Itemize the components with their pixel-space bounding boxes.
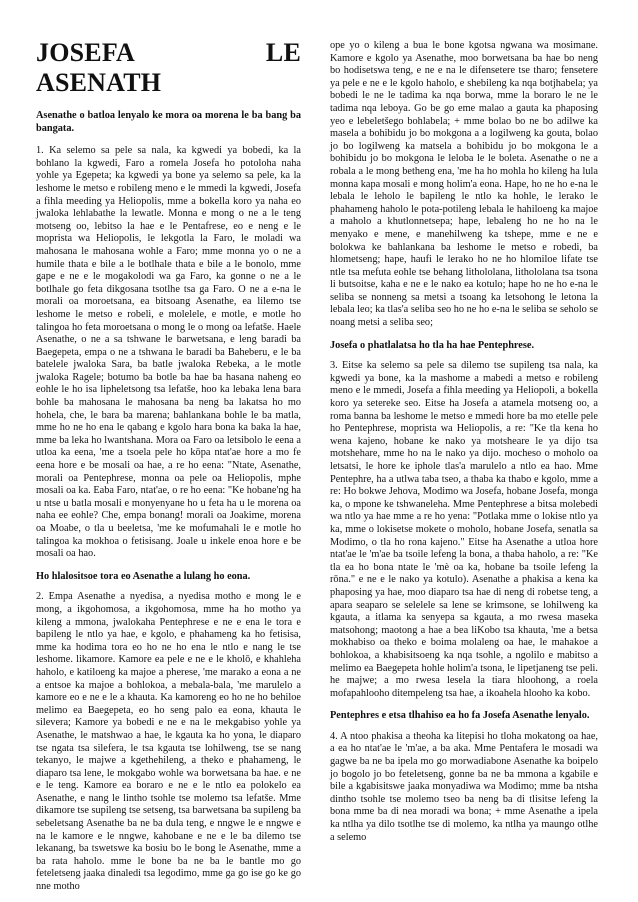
section-2-heading: Ho hlalositsoe tora eo Asenathe a lulang ho eona. <box>36 570 251 582</box>
left-column <box>36 38 301 902</box>
section-3-paragraph: 3. Eitse ka selemo sa pele sa dilemo tse supileng tsa nala, ka kgwedi ya bone, ka la mashome a mabedi a metso e robileng meno e le mmedi, Josefa a fihla meeding ya Heliopoli, a bokella koro ya setereke seo. Eitse ha Josefa a atamela motseng oo, a roma banna ba leshome le metso e mmedi hore ba mo etelle pele ho Pentephrese, moprista wa Heliopolis, a re: "Ke tla kena ho wena kajeno, hobane ke nako ya motsheare le ya dijo tsa motshehare, mme ho na le nako ya dijo. mocheso o moholo oa letsatsi, le hore ke iphole tlas'a marulelo a ntlo ea hao. Mme Pentephre, ha a utlwa taba tseo, a thaba ka thabo e kgolo, mme a re: Ho bokwe Jehova, Modimo wa Josefa, hobane Josefa, monga ka, o mpone ke tshwaneleha. Mme Pentephrese a bitsa molebedi wa ntlo ya hae mme a re ho yena: "Potlaka mme o lokise ntlo ya ka, mme o lokisetse mokete o moholo, hobane Josefa, senatla sa Modimo, o tla ho rona kajeno." Eitse ha Asenathe a utloa hore ntat'ae le 'm'ae ba tsoile lefeng la bona, a thaba haholo, a re: "Ke tla ea ho bona ntate le 'mè oa ka, hobane ba tsoile lefeng la rōna." e ne e le nako ya kotulo). Asenathe a phakisa a kena ka phaposing ya hae, moo diaparo tsa hae di neng di robetse teng, a apara seaparo se selelele sa lene se krimsone, se lohilweng ka kgauta, a itlama ka senyepa sa kgauta, a mo rwesa maseka matsohong; maotong a hae a bea liKobo tsa khauta, 'me a betsa mokhabiso oa theko e boima molaleng oa hae, le mahakoe a bohlokoa, a khabisitsoeng ka nqa tsohle, a ngolilo e mabitso a melimo ea Baegepeta hohle holim'a tsona, le lipetjaneng tse peli. he majwe; a mo rwesa lesela la tiara hloohong, a roela mofapahlooho ditempeleng tsa hae, a ikoahela hlooho ka kobo. <box>330 360 598 699</box>
lead-summary: Asenathe o batloa lenyalo ke mora oa morena le ba bang ba bangata. <box>36 110 301 134</box>
section-2-continuation: ope yo o kileng a bua le bone kgotsa ngwana wa mosimane. Kamore e kgolo ya Asenathe, moo borwetsana ba hae bo neng bo hodisetswa teng, e ne e na le difensetere tse tharo; fensetere ya pele e ne e le kgolo haholo, e shebileng ka nqa botjhabela; ya bobedi le ne le tadima ka nqa borwa, mme la boraro le ne le tadima nqa leboya. Go be go eme malao a gauta ka phaposing yeo e lebeletšego bohlabela; + mme bolao bo ne bo adilwe ka masela a bohibidu jo bo mokgona a a logilweng ka gouta, bolao jo bo logilweng ka matsela a bohibidu jo bo mokgona le a bohibidu jo bo mokgona le leloba le le boleta. Asenathe o ne a robala a le mong betheng ena, 'me ha ho mohla ho kileng ha lula monna kapa mosali e mong holim'a eona. Hape, ho ne ho e-na le lebala le leholo le bapileng le ntlo ka hohle, le lerako le phahameng haholo le pota-potileng lebala le hahiloeng ka majoe a maholo a khutlonnetsepa; hape, lebaleng ho ne ho na le menyako e mene, e manehilweng ka tshepe, mme e ne e bolokwa ke bahlankana ba leshome le metso e robedi, ba hlometseng; hape, haufi le lerako ho ne ho hlomiloe lifate tse ntle tsa mefuta eohle tse behang lithololana, lithololana tsa tsona li butsoitse, kaha e ne e le nako ea kotulo; hape ho ne ho e-na le seliba se nonneng sa metsi a tsoang ka letsohong le letona la lebala leo; ka tlas'a seliba seo ho ne ho e-na le seliba se seholo se noang metsi a seliba seo; <box>330 40 598 329</box>
right-column <box>330 40 598 852</box>
document-title: JOSEFA LE ASENATH <box>36 38 301 97</box>
section-2-paragraph: 2. Empa Asenathe a nyedisa, a nyedisa motho e mong le e mong, a ikgohomosa, a ikgohomosa, mme ha ho motho ya kileng a mmona, jwalokaha Pentephrese e ne e ena le tora e bapileng le ntlo ya hae, e kgolo, e phahameng ka ho fetisisa, mme ka hodima tora eo ho ne ho ena le ntlo e nang le tse leshome. likamore. Kamore ea pele e ne e le kholō, e khahleha haholo, e katiloeng ka majoe a pherese, 'me marako a eona a ne a entsoe ka majoe a bohlokoa, a mebala-bala, 'me marulelo a kamore eo e ne e le a khauta. Ka kamoreng eo ho ne ho behiloe melimo ea Baegepeta, eo ho seng palo ea eona, khauta le silevera; Kamore ya bobedi e ne e na le mekgabiso yohle ya Asenathe, le matshwao a hae, le kgauta ka ho yona, le diaparo tse ngata tsa silefera, le tsa kgauta tse lohilweng, tse se nang tekanyo, le majwe a kgethehileng, a theko e phahameng, le diaparo tsa lene, le mokgabo wohle wa borwetsana ba hae. e ne e le teng. Kamore ea boraro e ne e le ntlo ea polokelo ea Asenathe, e nang le lintho tsohle tse molemo tsa lefatše. Mme dikamore tse supileng tse setseng, tsa barwetsana ba supileng ba sebeletsang Asenathe ba ne ba dula teng, e nngwe le e nngwe e na le kamore e le nngwe, kahobane e ne e le ba dilemo tse lekanang, ba tswetswe ka bosiu bo le bong le Asenathe, mme a ba rata haholo. mme le bone ba ne ba le bantle mo go feteletseng jaaka dinaledi tsa legodimo, mme ga go ise go ke go nne motho <box>36 591 301 893</box>
section-3-heading: Josefa o phatlalatsa ho tla ha hae Pentephrese. <box>330 339 535 351</box>
section-4-heading: Pentephres e etsa tlhahiso ea ho fa Josefa Asenathe lenyalo. <box>330 710 590 722</box>
section-4-paragraph: 4. A ntoo phakisa a theoha ka litepisi ho tloha mokatong oa hae, a ea ho ntat'ae le 'm'ae, a ba aka. Mme Pentafera le mosadi wa gagwe ba ne ba ipela mo go morwadiabone Asenathe ka boipelo jo bogolo jo bo feteletseng, gonne ba ne ba mmona a kgabile e bile a kgabisitswe jaaka monyadiwa wa Modimo; mme ba ntsha dintho tsohle tse molemo tseo ba neng ba di tlisitse lefeng la bona mme ba di nea moradi wa bona; + mme Asenathe a ipela ka ntlha ya dilo tsotlhe tse di molemo, ka ntlha ya maungo otlhe a selemo <box>330 730 598 843</box>
section-1-paragraph: 1. Ka selemo sa pele sa nala, ka kgwedi ya bobedi, ka la bohlano la kgwedi, Faro a romela Josefa ho potoloha naha yohle ya Egepeta; ka kgwedi ya bone ya selemo sa pele, ka la leshome le metso e robileng meno e le mmedi la kgwedi, Josefa a fihla meeding ya Heliopolis, mme a bokella koro ya naha eo jwaloka lehlabathe la lewatle. Monna e mong o ne a le teng motseng oo, lebitso la hae e le Pentafrese, eo e neng e le moprista wa Heliopolis, le lekgotla la Faro, le moladi wa mahosana le mahosana wohle a Faro; mme monna yo o ne a humile thata e bile a le botlhale thata e bile a le bonolo, mme gape e ne e le mogakolodi wa ga Faro, ka gonne o ne a le botlhale go feta dikgosana tsotlhe tsa ga Faro. O ne a e-na le morali oa moroetsana, ea bitsoang Asenathe, ea lilemo tse leshome le metso e robeli, e molelele, e motle, e motle ho talingoa ho feta moroetsana o mong le o mong oa lefatše. Haele Asenathe, o ne a sa tshwane le barwetsana, e leng baradi ba Baegepeta, empa o ne a tshwana le baradi ba Baheberu, e le ba batelele jwaloka Sara, ba batle jwaloka Rebeka, a le motle jwaloka Ragele; botumo ba botle ba hae ba hasana naheng eo eohle le ho isa lipheletsong tsa lefatše, hoo ka lebaka lena bara bohle ba mahosana le mahosana ba neng ba lakatsa ho mo hohela, che, le bara ba marena; bahlankana bohle le ba matla, mme ho ne ho ena le qabang e kgolo hara bona ka baka la hae, mme ba leka ho lwantshana. Mora oa Faro oa letsibolo le eena a utloa ka eena, 'me a tsoela pele ho kōpa ntat'ae hore a mo fe eena hore e be mosali oa hae, a re ho eena: "Ntate, Asenathe, morali oa Pentephrese, monna oa pele oa Heliopolis, mphe mosali oa ka. Eaba Faro, ntat'ae, o re ho eena: "Ke hobane'ng ha u ntse u batla mosali e monyenyane ho u feta ha u le morena oa naha ee eohle? Che, empa bonang! morali oa Joakime, morena oa Moabe, o tla u beeletsa, 'me ke mofumahali le e motle ho talingoa ka mokhoa o fetisisang. Joale u inkele enoa hore e be mosali oa hao. <box>36 145 301 560</box>
